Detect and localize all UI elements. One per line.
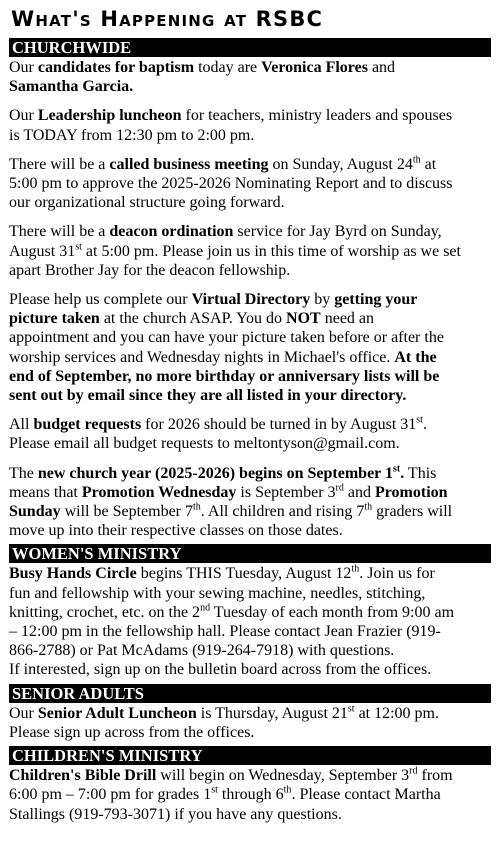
busy-hands-circle-announcement: Busy Hands Circle begins THIS Tuesday, August 12th. Join us for fun and fellowship with your sewing machine, needles, stitching, knitting, crochet, etc. on the 2nd Tuesday of each month from 9:00 am – 12:00 pm in the fellowship hall. Please contact Jean Frazier (919- 866-2788) or Pat McAdams (919-264-7918) with questions. If interested, sign up on the bulletin board across from the offices. <box>9 564 455 679</box>
section-header-senior-adults: SENIOR ADULTS <box>9 684 491 703</box>
baptism-announcement: Our candidates for baptism today are Veronica Flores and Samantha Garcia. <box>9 59 396 96</box>
church-year-announcement: The new church year (2025-2026) begins on September 1st. This means that Promotion Wednesday is September 3rd and Promotion Sunday will be September 7th. All children and rising 7th graders will move up into their respective classes on those dates. <box>9 463 453 540</box>
virtual-directory-announcement: Please help us complete our Virtual Directory by getting your picture taken at the church ASAP. You do NOT need an appointment and you can have your picture taken before or after the worship services and Wednesday nights in Michael's office. At the end of September, no more birthday or anniversary lists will be sent out by email since they are all listed in your directory. <box>9 291 444 405</box>
senior-luncheon-announcement: Our Senior Adult Luncheon is Thursday, August 21st at 12:00 pm. Please sign up across from the offices. <box>9 703 439 741</box>
section-header-childrens-ministry: CHILDREN'S MINISTRY <box>9 746 491 765</box>
deacon-ordination-announcement: There will be a deacon ordination service for Jay Byrd on Sunday, August 31st at 5:00 pm. Please join us in this time of worship as we set apart Brother Jay for the deacon fellowship. <box>9 223 461 279</box>
bible-drill-announcement: Children's Bible Drill will begin on Wednesday, September 3rd from 6:00 pm – 7:00 pm for grades 1st through 6th. Please contact Martha Stallings (919-793-3071) if you have any questions. <box>9 765 453 823</box>
section-header-churchwide: CHURCHWIDE <box>9 38 491 57</box>
leadership-luncheon-announcement: Our Leadership luncheon for teachers, ministry leaders and spouses is TODAY from 12:30 pm to 2:00 pm. <box>9 107 453 144</box>
page-title: What's Happening at RSBC <box>11 7 324 31</box>
business-meeting-announcement: There will be a called business meeting on Sunday, August 24th at 5:00 pm to approve the 2025-2026 Nominating Report and to discuss our organizational structure going forward. <box>9 154 453 212</box>
section-header-womens-ministry: WOMEN'S MINISTRY <box>9 544 491 563</box>
budget-requests-announcement: All budget requests for 2026 should be turned in by August 31st. Please email all budget requests to meltontyson@gmail.com. <box>9 414 427 453</box>
